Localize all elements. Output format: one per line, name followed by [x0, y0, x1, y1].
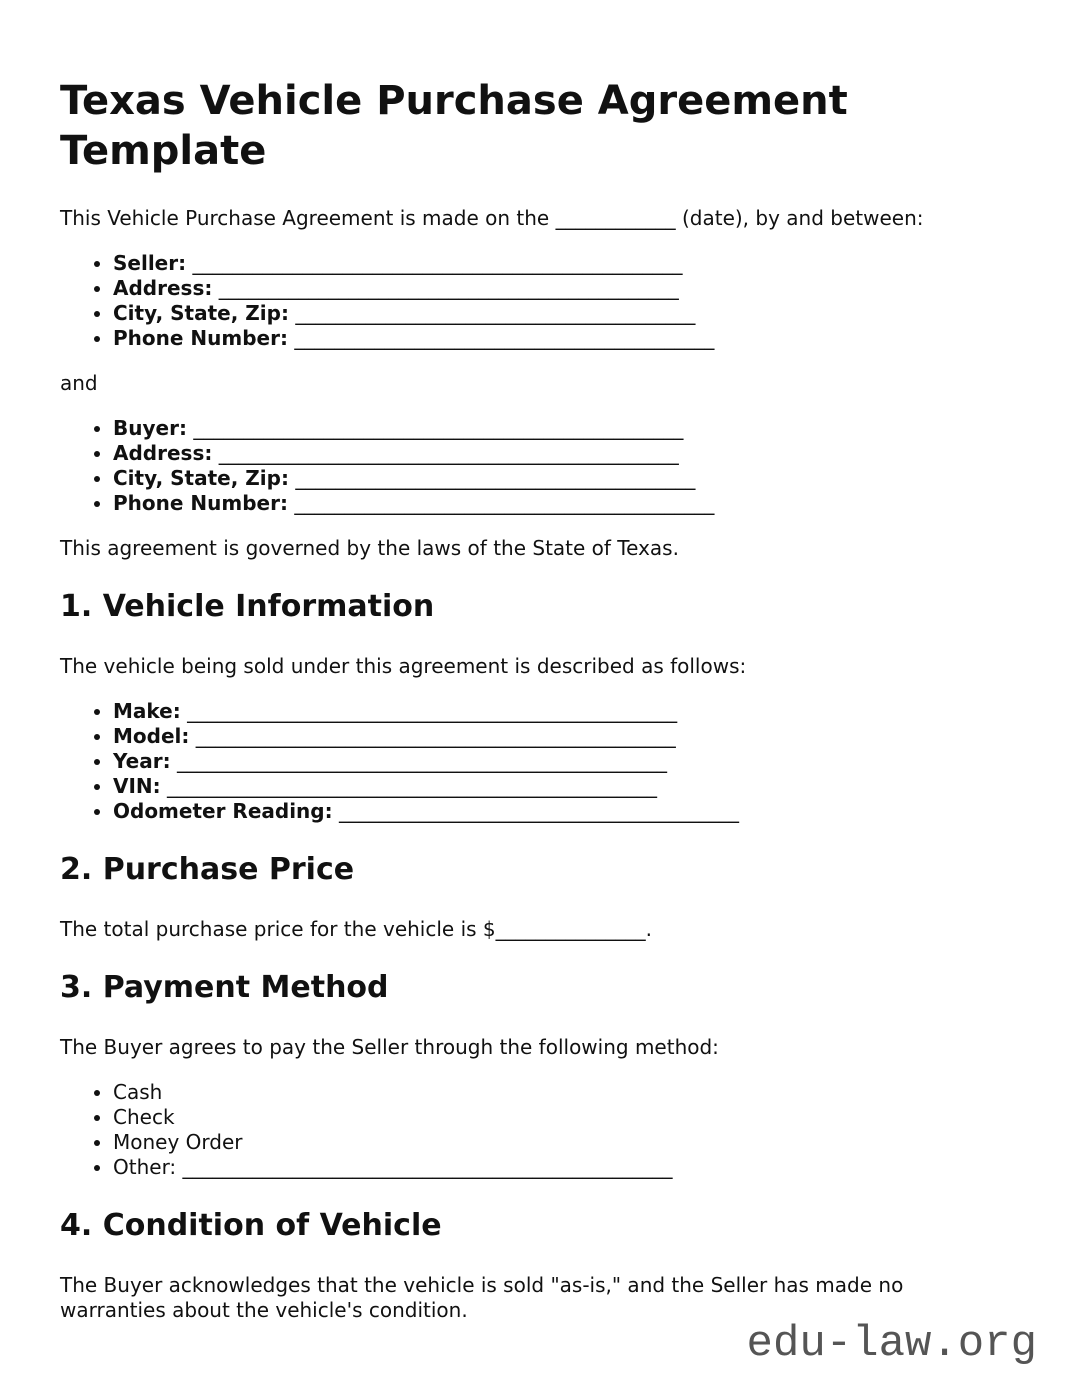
year-blank-field[interactable]: _________________________________________________: [176, 749, 667, 773]
seller-city-state-zip-blank-field[interactable]: ________________________________________: [295, 301, 696, 325]
intro-paragraph: [60, 206, 1015, 231]
list-item-seller-address: [113, 276, 1015, 301]
section-heading-payment-method: 3. Payment Method: [60, 970, 389, 1005]
buyer-phone-blank-field[interactable]: __________________________________________: [294, 491, 715, 515]
list-item-check: • Check: [113, 1105, 1015, 1130]
seller-fields-list: [60, 251, 1015, 351]
buyer-city-state-zip-label: City, State, Zip:: [113, 466, 289, 490]
list-item-seller-phone: [113, 326, 1015, 351]
odometer-label: Odometer Reading:: [113, 799, 333, 823]
vin-label: VIN:: [113, 774, 161, 798]
list-item-seller-city-state-zip: [113, 301, 1015, 326]
page-title: Texas Vehicle Purchase Agreement Template: [60, 78, 848, 174]
seller-phone-label: Phone Number:: [113, 326, 288, 350]
price-blank-field[interactable]: _______________: [495, 917, 646, 941]
list-item-vin: [113, 774, 1015, 799]
price-prefix: The total purchase price for the vehicle is $: [60, 917, 496, 941]
price-suffix: .: [645, 917, 652, 941]
seller-label: Seller:: [113, 251, 187, 275]
section-heading-purchase-price: 2. Purchase Price: [60, 852, 355, 887]
list-item-money-order: • Money Order: [113, 1130, 1015, 1155]
buyer-address-label: Address:: [113, 441, 213, 465]
list-item-odometer: [113, 799, 1015, 824]
payment-lead-paragraph: The Buyer agrees to pay the Seller through the following method:: [60, 1035, 719, 1059]
seller-city-state-zip-label: City, State, Zip:: [113, 301, 289, 325]
governing-law-paragraph: This agreement is governed by the laws of the State of Texas.: [60, 536, 679, 560]
model-label: Model:: [113, 724, 190, 748]
list-item-seller: [113, 251, 1015, 276]
list-item-other: [113, 1155, 1015, 1180]
date-blank-field[interactable]: ____________: [555, 206, 676, 230]
model-blank-field[interactable]: ________________________________________________: [195, 724, 676, 748]
vehicle-lead-paragraph: The vehicle being sold under this agreement is described as follows:: [60, 654, 747, 678]
section-heading-vehicle-information: 1. Vehicle Information: [60, 589, 435, 624]
intro-suffix: (date), by and between:: [675, 206, 924, 230]
list-item-buyer-address: [113, 441, 1015, 466]
payment-options-list: [60, 1080, 1015, 1180]
odometer-blank-field[interactable]: ________________________________________: [338, 799, 739, 823]
vin-blank-field[interactable]: _________________________________________________: [167, 774, 658, 798]
buyer-address-blank-field[interactable]: ______________________________________________: [218, 441, 679, 465]
buyer-city-state-zip-blank-field[interactable]: ________________________________________: [295, 466, 696, 490]
year-label: Year:: [113, 749, 171, 773]
vehicle-fields-list: [60, 699, 1015, 824]
buyer-blank-field[interactable]: _________________________________________________: [193, 416, 684, 440]
other-label: Other:: [113, 1155, 177, 1179]
intro-prefix: This Vehicle Purchase Agreement is made on the: [60, 206, 556, 230]
purchase-price-paragraph: [60, 917, 1015, 942]
condition-paragraph: The Buyer acknowledges that the vehicle is sold "as-is," and the Seller has made no warranties about the vehicle's condition.: [60, 1273, 904, 1322]
list-item-buyer-city-state-zip: [113, 466, 1015, 491]
seller-address-label: Address:: [113, 276, 213, 300]
buyer-label: Buyer:: [113, 416, 187, 440]
seller-blank-field[interactable]: _________________________________________________: [192, 251, 683, 275]
list-item-make: [113, 699, 1015, 724]
list-item-year: [113, 749, 1015, 774]
connector-text: and: [60, 371, 98, 395]
list-item-buyer: [113, 416, 1015, 441]
list-item-cash: • Cash: [113, 1080, 1015, 1105]
make-blank-field[interactable]: _________________________________________________: [187, 699, 678, 723]
buyer-fields-list: [60, 416, 1015, 516]
seller-phone-blank-field[interactable]: __________________________________________: [294, 326, 715, 350]
make-label: Make:: [113, 699, 181, 723]
list-item-buyer-phone: [113, 491, 1015, 516]
watermark: edu-law.org: [746, 1319, 1037, 1369]
buyer-phone-label: Phone Number:: [113, 491, 288, 515]
list-item-model: [113, 724, 1015, 749]
section-heading-condition-of-vehicle: 4. Condition of Vehicle: [60, 1208, 442, 1243]
other-blank-field[interactable]: _________________________________________________: [182, 1155, 673, 1179]
seller-address-blank-field[interactable]: ______________________________________________: [218, 276, 679, 300]
